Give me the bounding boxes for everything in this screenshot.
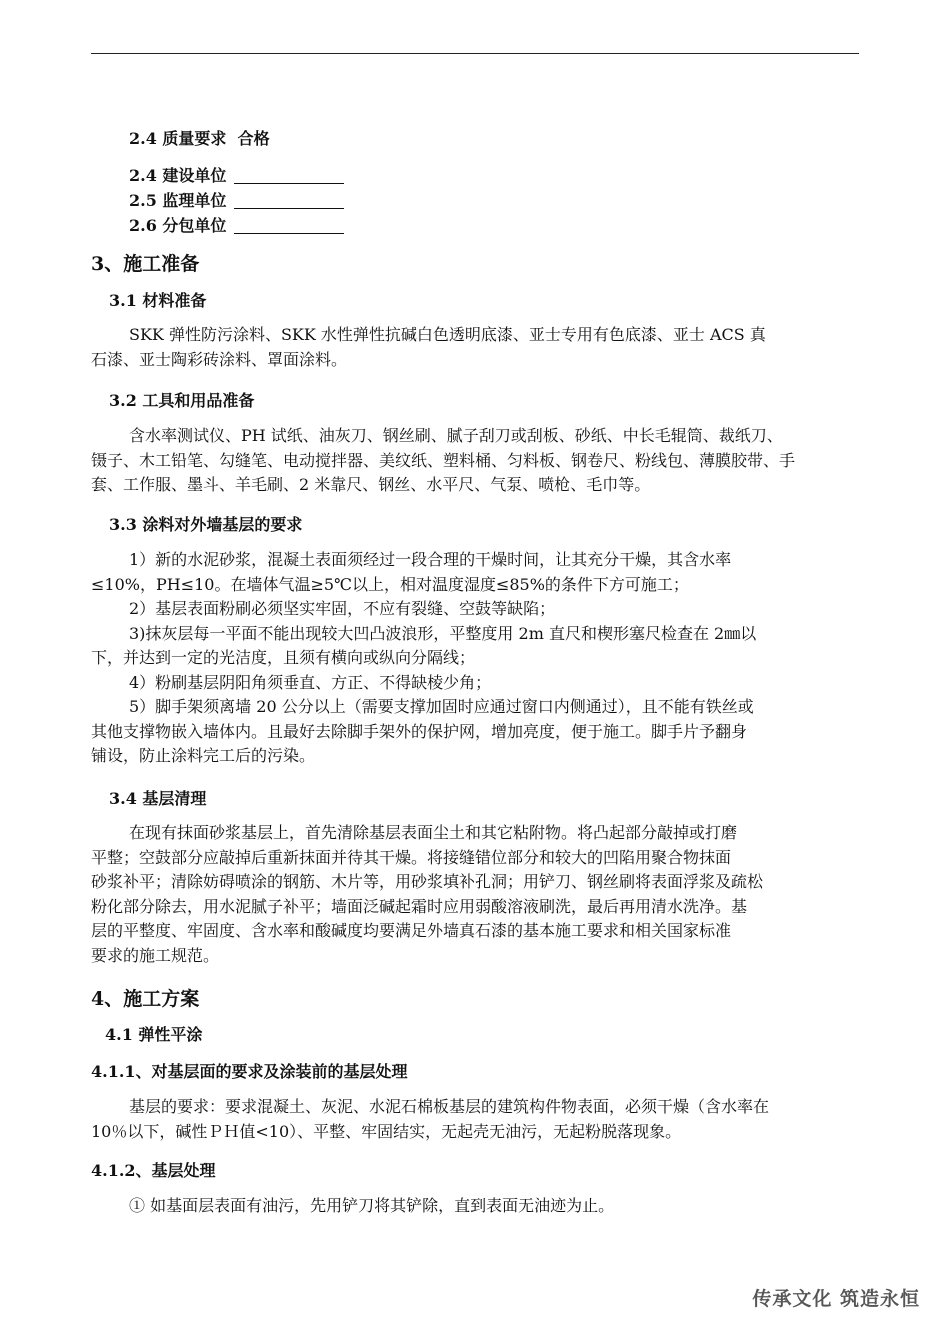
- section-3-1-heading: 3.1 材料准备: [109, 291, 207, 310]
- section-4-heading: 4、施工方案: [91, 988, 200, 1010]
- builder-line: [129, 163, 859, 186]
- section-3-heading: 3、施工准备: [91, 253, 200, 275]
- supervisor-label: 2.5 监理单位: [129, 191, 227, 210]
- builder-blank: [234, 167, 344, 184]
- section-3-4-heading: 3.4 基层清理: [109, 789, 207, 808]
- builder-label: 2.4 建设单位: [129, 166, 227, 185]
- section-4-1-heading: 4.1 弹性平涂: [105, 1025, 203, 1044]
- subcontractor-line: [129, 213, 859, 236]
- section-3-3-heading: 3.3 涂料对外墙基层的要求: [109, 515, 303, 534]
- footer-slogan: 传承文化 筑造永恒: [752, 1288, 920, 1310]
- quality-label: 2.4 质量要求: [129, 129, 227, 148]
- materials-paragraph: SKK 弹性防污涂料、SKK 水性弹性抗碱白色透明底漆、亚士专用有色底漆、亚士 ACS 真 石漆、亚士陶彩砖涂料、罩面涂料。: [91, 325, 766, 369]
- supervisor-line: [129, 188, 859, 211]
- quality-requirement-line: [129, 126, 859, 149]
- supervisor-blank: [234, 192, 344, 209]
- subcontractor-label: 2.6 分包单位: [129, 216, 227, 235]
- substrate-requirements-paragraph: 1）新的水泥砂浆，混凝土表面须经过一段合理的干燥时间，让其充分干燥，其含水率 ≤10%，PH≤10。在墙体气温≥5℃以上，相对温度湿度≤85%的条件下方可施工； 2）基层表面粉刷必须坚实牢固，不应有裂缝、空鼓等缺陷； 3)抹灰层每一平面不能出现较大凹凸波浪形，平整度用 2m 直尺和楔形塞尺检查在 2㎜以 下，并达到一定的光洁度，且须有横向或纵向分隔线； 4）粉刷基层阴阳角须垂直、方正、不得缺棱少角； 5）脚手架须离墙 20 公分以上（需要支撑加固时应通过窗口内侧通过），且不能有铁丝或 其他支撑物嵌入墙体内。且最好去除脚手架外的保护网，增加亮度，便于施工。脚手片予翻身 铺设，防止涂料完工后的污染。: [91, 550, 757, 765]
- substrate-treatment-paragraph: ① 如基面层表面有油污，先用铲刀将其铲除，直到表面无油迹为止。: [129, 1196, 615, 1215]
- substrate-cleaning-paragraph: 在现有抹面砂浆基层上，首先清除基层表面尘土和其它粘附物。将凸起部分敲掉或打磨 平整；空鼓部分应敲掉后重新抹面并待其干燥。将接缝错位部分和较大的凹陷用聚合物抹面 砂浆补平；清除妨碍喷涂的钢筋、木片等，用砂浆填补孔洞；用铲刀、钢丝刷将表面浮浆及疏松 粉化部分除去，用水泥腻子补平；墙面泛碱起霜时应用弱酸溶液刷洗，最后再用清水洗净。基 层的平整度、牢固度、含水率和酸碱度均要满足外墙真石漆的基本施工要求和相关国家标准 要求的施工规范。: [91, 823, 764, 965]
- substrate-prep-paragraph: 基层的要求：要求混凝土、灰泥、水泥石棉板基层的建筑构件物表面，必须干燥（含水率在 10％以下，碱性ＰＨ值<10）、平整、牢固结实，无起壳无油污，无起粉脱落现象。: [91, 1097, 770, 1141]
- section-4-1-1-heading: 4.1.1、对基层面的要求及涂装前的基层处理: [91, 1062, 408, 1081]
- section-4-1-2-heading: 4.1.2、基层处理: [91, 1161, 216, 1180]
- header-rule: [91, 53, 859, 54]
- subcontractor-blank: [234, 217, 344, 234]
- tools-paragraph: 含水率测试仪、PH 试纸、油灰刀、钢丝刷、腻子刮刀或刮板、砂纸、中长毛辊筒、裁纸刀、 镊子、木工铅笔、勾缝笔、电动搅拌器、美纹纸、塑料桶、匀料板、钢卷尺、粉线包、薄膜胶带、手 套、工作服、墨斗、羊毛刷、2 米靠尺、钢丝、水平尺、气泵、喷枪、毛巾等。: [91, 426, 796, 494]
- section-3-2-heading: 3.2 工具和用品准备: [109, 391, 255, 410]
- quality-value: 合格: [237, 129, 270, 148]
